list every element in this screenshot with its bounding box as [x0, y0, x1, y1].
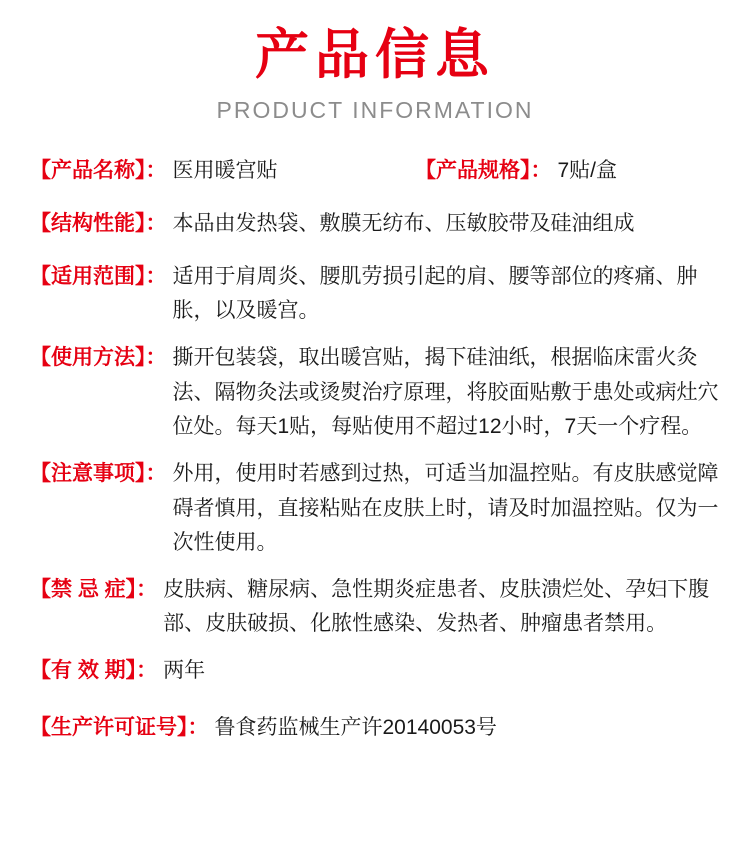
spec-row-structure — [30, 207, 720, 242]
page-subtitle: PRODUCT INFORMATION — [216, 97, 534, 124]
spec-value-precautions: 外用，使用时若感到过热，可适当加温控贴。有皮肤感觉障碍者慎用，直接粘贴在皮肤上时，请及时加温控贴。仅为一次性使用。 — [172, 461, 719, 555]
product-spec-pair — [415, 154, 617, 189]
spec-label-license: 【生产许可证号】： — [30, 715, 209, 739]
page-title: 产品信息 — [255, 25, 495, 85]
spec-row-validity — [30, 654, 720, 689]
spec-row-license — [30, 711, 720, 746]
spec-label-contraindications: 【禁 忌 症】： — [30, 577, 158, 601]
spec-value-product-name: 医用暖宫贴 — [172, 159, 278, 183]
spec-value-scope: 适用于肩周炎、腰肌劳损引起的肩、腰等部位的疼痛、肿胀，以及暖宫。 — [172, 264, 698, 323]
spec-label-usage: 【使用方法】： — [30, 345, 167, 369]
spec-label-product-spec: 【产品规格】： — [415, 159, 552, 183]
product-name-pair — [30, 154, 415, 189]
spec-value-validity: 两年 — [163, 659, 206, 683]
spec-row-scope — [30, 260, 720, 329]
page-header — [30, 0, 720, 124]
spec-label-validity: 【有 效 期】： — [30, 659, 158, 683]
spec-label-scope: 【适用范围】： — [30, 264, 167, 288]
spec-list — [30, 154, 720, 745]
spec-row-usage — [30, 341, 720, 445]
spec-row-contraindications — [30, 573, 720, 642]
spec-row-precautions — [30, 457, 720, 561]
spec-label-precautions: 【注意事项】： — [30, 461, 167, 485]
spec-value-structure: 本品由发热袋、敷膜无纺布、压敏胶带及硅油组成 — [172, 212, 635, 236]
spec-value-contraindications: 皮肤病、糖尿病、急性期炎症患者、皮肤溃烂处、孕妇下腹部、皮肤破损、化脓性感染、发热者、肿瘤患者禁用。 — [163, 577, 710, 636]
spec-row-product-name — [30, 154, 720, 189]
spec-label-structure: 【结构性能】： — [30, 212, 167, 236]
spec-label-product-name: 【产品名称】： — [30, 159, 167, 183]
spec-value-license: 鲁食药监械生产许20140053号 — [214, 715, 497, 739]
spec-value-usage: 撕开包装袋，取出暖宫贴，揭下硅油纸，根据临床雷火灸法、隔物灸法或烫熨治疗原理，将胶面贴敷于患处或病灶穴位处。每天1贴，每贴使用不超过12小时，7天一个疗程。 — [172, 345, 719, 439]
spec-value-product-spec: 7贴/盒 — [557, 159, 618, 183]
